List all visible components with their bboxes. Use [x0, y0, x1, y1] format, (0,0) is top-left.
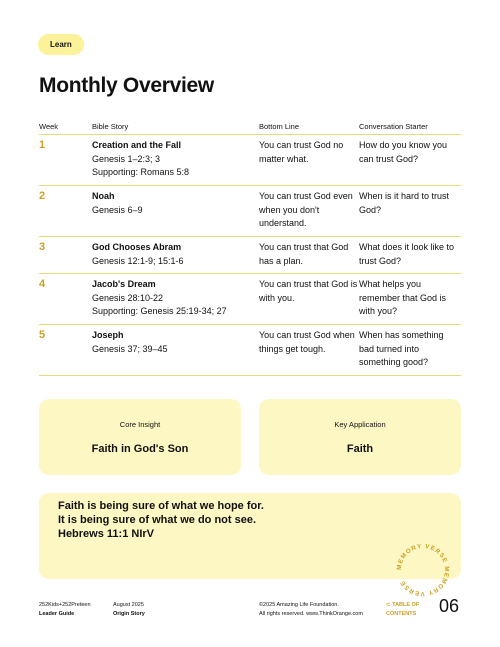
seal-text: MEMORY VERSE MEMORY VERSE [395, 542, 451, 598]
overview-table [39, 118, 461, 376]
story-reference: Genesis 28:10-22 [92, 292, 164, 303]
story-reference: Genesis 12:1-9; 15:1-6 [92, 255, 184, 266]
bottom-line: You can trust that God has a plan. [259, 242, 349, 266]
story-title: Creation and the Fall [92, 140, 182, 150]
story-reference: Genesis 6–9 [92, 204, 143, 215]
svg-text:MEMORY VERSE MEMORY VERSE [396, 543, 450, 597]
story-reference: Genesis 1–2:3; 3 [92, 153, 161, 164]
rights-line: All rights reserved. www.ThinkOrange.com [259, 611, 363, 617]
core-insight-card [39, 399, 241, 475]
bottom-line: You can trust God even when you don't understand. [259, 191, 353, 228]
week-number: 2 [39, 190, 46, 202]
footer-date [113, 601, 145, 619]
col-starter-header: Conversation Starter [359, 121, 428, 131]
conversation-starter: What helps you remember that God is with you? [359, 279, 447, 316]
footer-month: August 2025 [113, 602, 144, 608]
footer-publication [39, 601, 91, 619]
story-title: Jacob's Dream [92, 279, 156, 289]
conversation-starter: What does it look like to trust God? [359, 242, 455, 266]
learn-badge: Learn [38, 34, 84, 55]
story-title: Joseph [92, 330, 124, 340]
bottom-line: You can trust God no matter what. [259, 140, 344, 164]
story-supporting: Supporting: Romans 5:8 [92, 167, 190, 177]
footer-copyright [259, 601, 363, 619]
core-insight-value: Faith in God's Son [91, 443, 189, 455]
col-bottom-line-header: Bottom Line [259, 121, 300, 131]
table-header [39, 118, 461, 135]
week-number: 1 [39, 139, 46, 151]
bottom-line: You can trust God when things get tough. [259, 330, 355, 354]
memory-verse-seal-icon [390, 537, 456, 603]
conversation-starter: When has something bad turned into something good? [359, 330, 444, 367]
col-week-header: Week [39, 121, 59, 131]
story-title: Noah [92, 191, 115, 201]
bottom-line: You can trust that God is with you. [259, 279, 358, 303]
page-number: 06 [439, 596, 460, 616]
copyright-line: ©2025 Amazing Life Foundation. [259, 602, 339, 608]
toc-label-2[interactable]: CONTENTS [386, 611, 417, 617]
table-row [39, 274, 461, 325]
memory-verse-card [39, 493, 461, 598]
key-application-card [259, 399, 461, 475]
week-number: 5 [39, 329, 46, 341]
week-number: 3 [39, 241, 46, 253]
key-application-label: Key Application [334, 420, 386, 429]
verse-reference: Hebrews 11:1 NIrV [58, 528, 154, 540]
toc-label-1[interactable]: ⊂ TABLE OF [386, 602, 420, 608]
memory-verse-text [58, 499, 264, 541]
core-insight-label: Core Insight [119, 420, 161, 429]
story-supporting: Supporting: Genesis 25:19-34; 27 [92, 306, 227, 316]
footer-theme: Origin Story [113, 611, 145, 617]
table-row [39, 135, 461, 186]
table-row [39, 325, 461, 376]
conversation-starter: How do you know you can trust God? [359, 140, 448, 164]
table-of-contents-link[interactable] [386, 601, 419, 619]
week-number: 4 [39, 278, 46, 290]
key-application-value: Faith [346, 443, 374, 455]
table-row [39, 186, 461, 237]
footer-guide: Leader Guide [39, 611, 75, 617]
table-row [39, 237, 461, 274]
page-title: Monthly Overview [39, 74, 214, 97]
footer-series: 252Kids+252Preteen [39, 602, 91, 608]
conversation-starter: When is it hard to trust God? [359, 191, 450, 215]
story-reference: Genesis 37; 39–45 [92, 343, 168, 354]
col-story-header: Bible Story [92, 121, 129, 131]
verse-line: Faith is being sure of what we hope for. [58, 500, 264, 512]
verse-line: It is being sure of what we do not see. [58, 514, 257, 526]
story-title: God Chooses Abram [92, 242, 182, 252]
